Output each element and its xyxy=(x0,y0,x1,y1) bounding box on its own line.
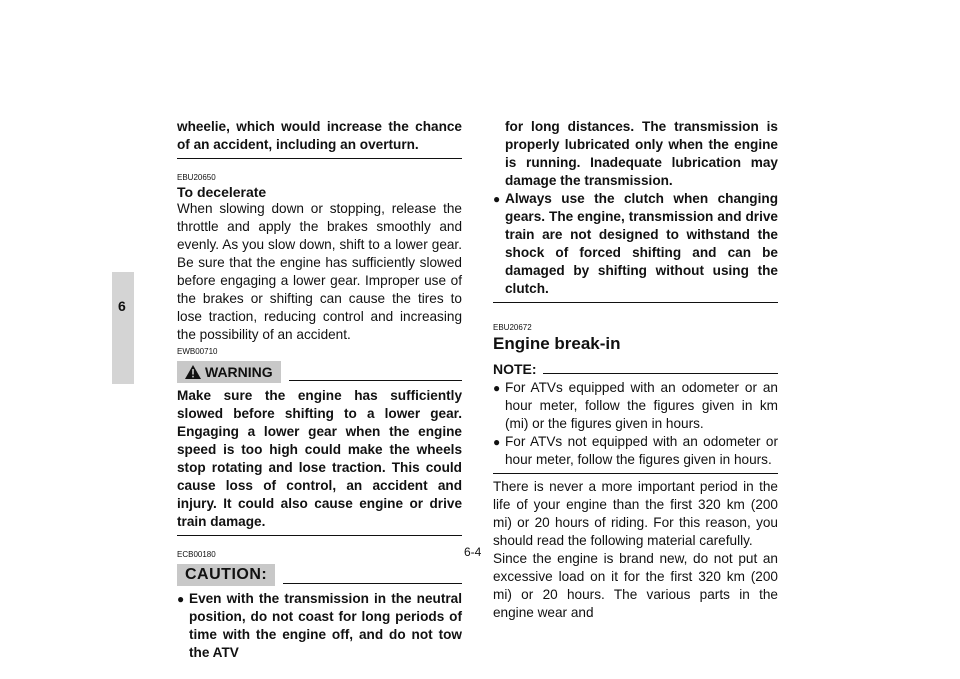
bullet-dot-icon: ● xyxy=(493,192,501,206)
note-bullet-1 xyxy=(493,379,778,433)
break-in-paragraph-1: There is never a more important period in the life of your engine than the first 320 km (200 mi) or 20 hours of riding. For this reason, you should read the following material carefully. xyxy=(493,479,778,548)
bullet-dot-icon: ● xyxy=(493,435,501,449)
warning-text: Make sure the engine has sufficiently slowed before shifting to a lower gear. Engaging a lower gear when the engine speed is too high could make the wheels stop rotating and lose traction. This could cause loss of control, an accident and injury. It could also cause engine or drive train damage. xyxy=(177,387,462,536)
warning-triangle-icon xyxy=(185,365,201,379)
warning-label: WARNING xyxy=(205,364,273,380)
section-code-break-in: EBU20672 xyxy=(493,323,532,332)
caution-label: CAUTION: xyxy=(177,564,275,586)
intro-warning-text: wheelie, which would increase the chance of an accident, including an overturn. xyxy=(177,118,462,159)
caution-bullet-2-text: Always use the clutch when changing gears. The engine, transmission and drive train are not designed to withstand the shock of forced shifting and can be damaged by shifting without using the clutch. xyxy=(505,191,778,296)
chapter-tab-number: 6 xyxy=(118,298,126,314)
note-label: NOTE: xyxy=(493,361,537,377)
section-title-decelerate: To decelerate xyxy=(177,184,267,200)
warning-label-box xyxy=(177,361,281,383)
caution-header xyxy=(177,564,462,586)
warning-header xyxy=(177,361,462,383)
right-column xyxy=(493,118,778,622)
note-header xyxy=(493,361,778,377)
caution-bullet-1 xyxy=(177,590,462,662)
bullet-dot-icon: ● xyxy=(177,592,185,606)
caution-code: ECB00180 xyxy=(177,550,216,559)
left-column xyxy=(177,118,462,662)
page-number: 6-4 xyxy=(464,545,482,559)
section-body-decelerate: When slowing down or stopping, release the throttle and apply the brakes smoothly and evenly. As you slow down, shift to a lower gear. Be sure that the engine has sufficiently slowed before engaging a lower gear. Improper use of the brakes or shifting can cause the tires to lose traction, reducing control and increasing the possibility of an accident. xyxy=(177,201,462,342)
note-body xyxy=(493,379,778,474)
break-in-paragraph-2: Since the engine is brand new, do not put an excessive load on it for the first 320 km (200 mi) or 20 hours. The various parts in the engine wear and xyxy=(493,551,778,620)
warning-rule xyxy=(289,380,462,381)
caution-rule xyxy=(283,583,462,584)
caution-bullet-2 xyxy=(493,190,778,303)
section-code-decelerate: EBU20650 xyxy=(177,173,216,182)
caution-continued-text: for long distances. The transmission is properly lubricated only when the engine is running. Inadequate lubrication may damage the transmission. xyxy=(505,119,778,188)
note-bullet-2-text: For ATVs not equipped with an odometer or hour meter, follow the figures given in hours. xyxy=(505,434,778,467)
note-bullet-1-text: For ATVs equipped with an odometer or an hour meter, follow the figures given in km (mi) or the figures given in hours. xyxy=(505,380,778,431)
chapter-tab xyxy=(112,272,134,384)
caution-bullet-1-text: Even with the transmission in the neutral position, do not coast for long periods of time with the engine off, and do not tow the ATV xyxy=(189,591,462,660)
note-rule xyxy=(543,373,778,374)
warning-code: EWB00710 xyxy=(177,347,218,356)
section-title-break-in: Engine break-in xyxy=(493,334,621,353)
bullet-dot-icon: ● xyxy=(493,381,501,395)
note-bullet-2 xyxy=(493,433,778,469)
